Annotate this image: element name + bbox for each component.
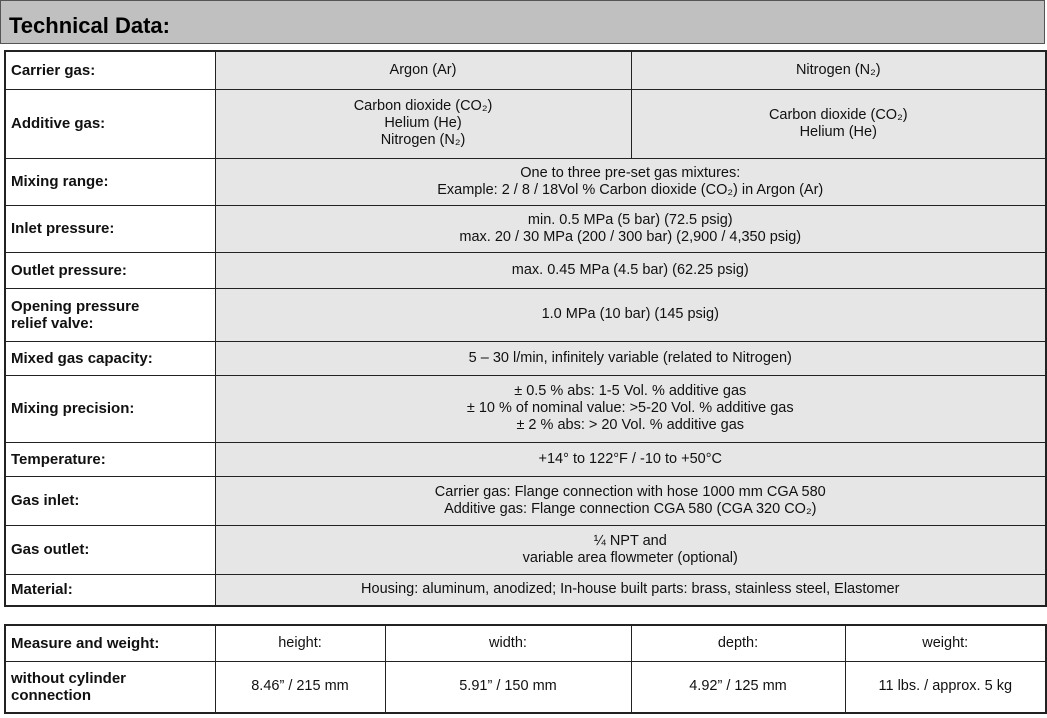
- row-label-mixed-gas-capacity: Mixed gas capacity:: [5, 341, 215, 375]
- table-row: [5, 158, 1046, 205]
- table-row: [5, 341, 1046, 375]
- row-label-outlet-pressure: Outlet pressure:: [5, 252, 215, 288]
- mixing-range-line: Example: 2 / 8 / 18Vol % Carbon dioxide (CO₂) in Argon (Ar): [437, 181, 824, 198]
- gas-outlet-line: variable area flowmeter (optional): [522, 549, 738, 566]
- additive-argon-line: Helium (He): [384, 115, 462, 131]
- additive-gas-nitrogen: [631, 89, 1046, 158]
- outlet-pressure-value: max. 0.45 MPa (4.5 bar) (62.25 psig): [215, 252, 1046, 288]
- mixing-range-value: [215, 158, 1046, 205]
- table-row: [5, 625, 1046, 661]
- gas-inlet-line: Additive gas: Flange connection CGA 580 (CGA 320 CO₂): [444, 500, 817, 517]
- inlet-pressure-line: max. 20 / 30 MPa (200 / 300 bar) (2,900 / 4,350 psig): [459, 228, 802, 245]
- gas-inlet-line: Carrier gas: Flange connection with hose 1000 mm CGA 580: [434, 483, 826, 500]
- mixing-precision-line: ± 2 % abs: > 20 Vol. % additive gas: [516, 417, 745, 433]
- row-label-temperature: Temperature:: [5, 442, 215, 476]
- additive-argon-line: Nitrogen (N₂): [380, 132, 466, 148]
- material-value: Housing: aluminum, anodized; In-house built parts: brass, stainless steel, Elastomer: [215, 574, 1046, 606]
- measure-label: Measure and weight:: [5, 625, 215, 661]
- opening-pressure-label-line: Opening pressure: [11, 297, 140, 315]
- mixed-gas-capacity-value: 5 – 30 l/min, infinitely variable (related to Nitrogen): [215, 341, 1046, 375]
- mixing-precision-line: ± 10 % of nominal value: >5-20 Vol. % additive gas: [466, 400, 794, 416]
- table-row: [5, 252, 1046, 288]
- without-cylinder-label-line: without cylinder: [11, 669, 127, 687]
- table-row: [5, 89, 1046, 158]
- header-height: height:: [215, 625, 385, 661]
- additive-gas-argon: [215, 89, 631, 158]
- row-label-gas-outlet: Gas outlet:: [5, 525, 215, 574]
- measure-weight-table: [4, 624, 1047, 714]
- table-row: [5, 525, 1046, 574]
- without-cylinder-label: [5, 661, 215, 713]
- gas-outlet-line: ¼ NPT and: [593, 532, 667, 549]
- additive-nitrogen-line: Helium (He): [799, 123, 877, 140]
- table-row: [5, 442, 1046, 476]
- height-value: 8.46” / 215 mm: [215, 661, 385, 713]
- row-label-mixing-precision: Mixing precision:: [5, 375, 215, 442]
- weight-value: 11 lbs. / approx. 5 kg: [845, 661, 1046, 713]
- header-depth: depth:: [631, 625, 845, 661]
- inlet-pressure-line: min. 0.5 MPa (5 bar) (72.5 psig): [527, 211, 733, 228]
- temperature-value: +14° to 122°F / -10 to +50°C: [215, 442, 1046, 476]
- opening-pressure-value: 1.0 MPa (10 bar) (145 psig): [215, 288, 1046, 341]
- table-row: [5, 574, 1046, 606]
- mixing-precision-value: [215, 375, 1046, 442]
- row-label-mixing-range: Mixing range:: [5, 158, 215, 205]
- technical-data-table: [4, 50, 1047, 607]
- inlet-pressure-value: [215, 205, 1046, 252]
- width-value: 5.91” / 150 mm: [385, 661, 631, 713]
- mixing-precision-line: ± 0.5 % abs: 1-5 Vol. % additive gas: [514, 383, 747, 399]
- table-row: [5, 476, 1046, 525]
- mixing-range-line: One to three pre-set gas mixtures:: [520, 164, 741, 181]
- table-row: [5, 205, 1046, 252]
- additive-argon-line: Carbon dioxide (CO₂): [353, 98, 493, 114]
- page-title: Technical Data:: [9, 13, 170, 38]
- header-width: width:: [385, 625, 631, 661]
- depth-value: 4.92” / 125 mm: [631, 661, 845, 713]
- row-label-carrier-gas: Carrier gas:: [5, 51, 215, 89]
- without-cylinder-label-line: connection: [11, 686, 92, 704]
- table-row: [5, 288, 1046, 341]
- additive-nitrogen-line: Carbon dioxide (CO₂): [768, 106, 908, 123]
- table-row: [5, 51, 1046, 89]
- carrier-gas-argon: Argon (Ar): [215, 51, 631, 89]
- header-weight: weight:: [845, 625, 1046, 661]
- table-row: [5, 661, 1046, 713]
- gas-outlet-value: [215, 525, 1046, 574]
- row-label-gas-inlet: Gas inlet:: [5, 476, 215, 525]
- table-row: [5, 375, 1046, 442]
- opening-pressure-label-line: relief valve:: [11, 314, 94, 332]
- row-label-additive-gas: Additive gas:: [5, 89, 215, 158]
- gas-inlet-value: [215, 476, 1046, 525]
- title-bar: [0, 0, 1045, 44]
- row-label-material: Material:: [5, 574, 215, 606]
- carrier-gas-nitrogen: Nitrogen (N₂): [631, 51, 1046, 89]
- row-label-opening-pressure: [5, 288, 215, 341]
- row-label-inlet-pressure: Inlet pressure:: [5, 205, 215, 252]
